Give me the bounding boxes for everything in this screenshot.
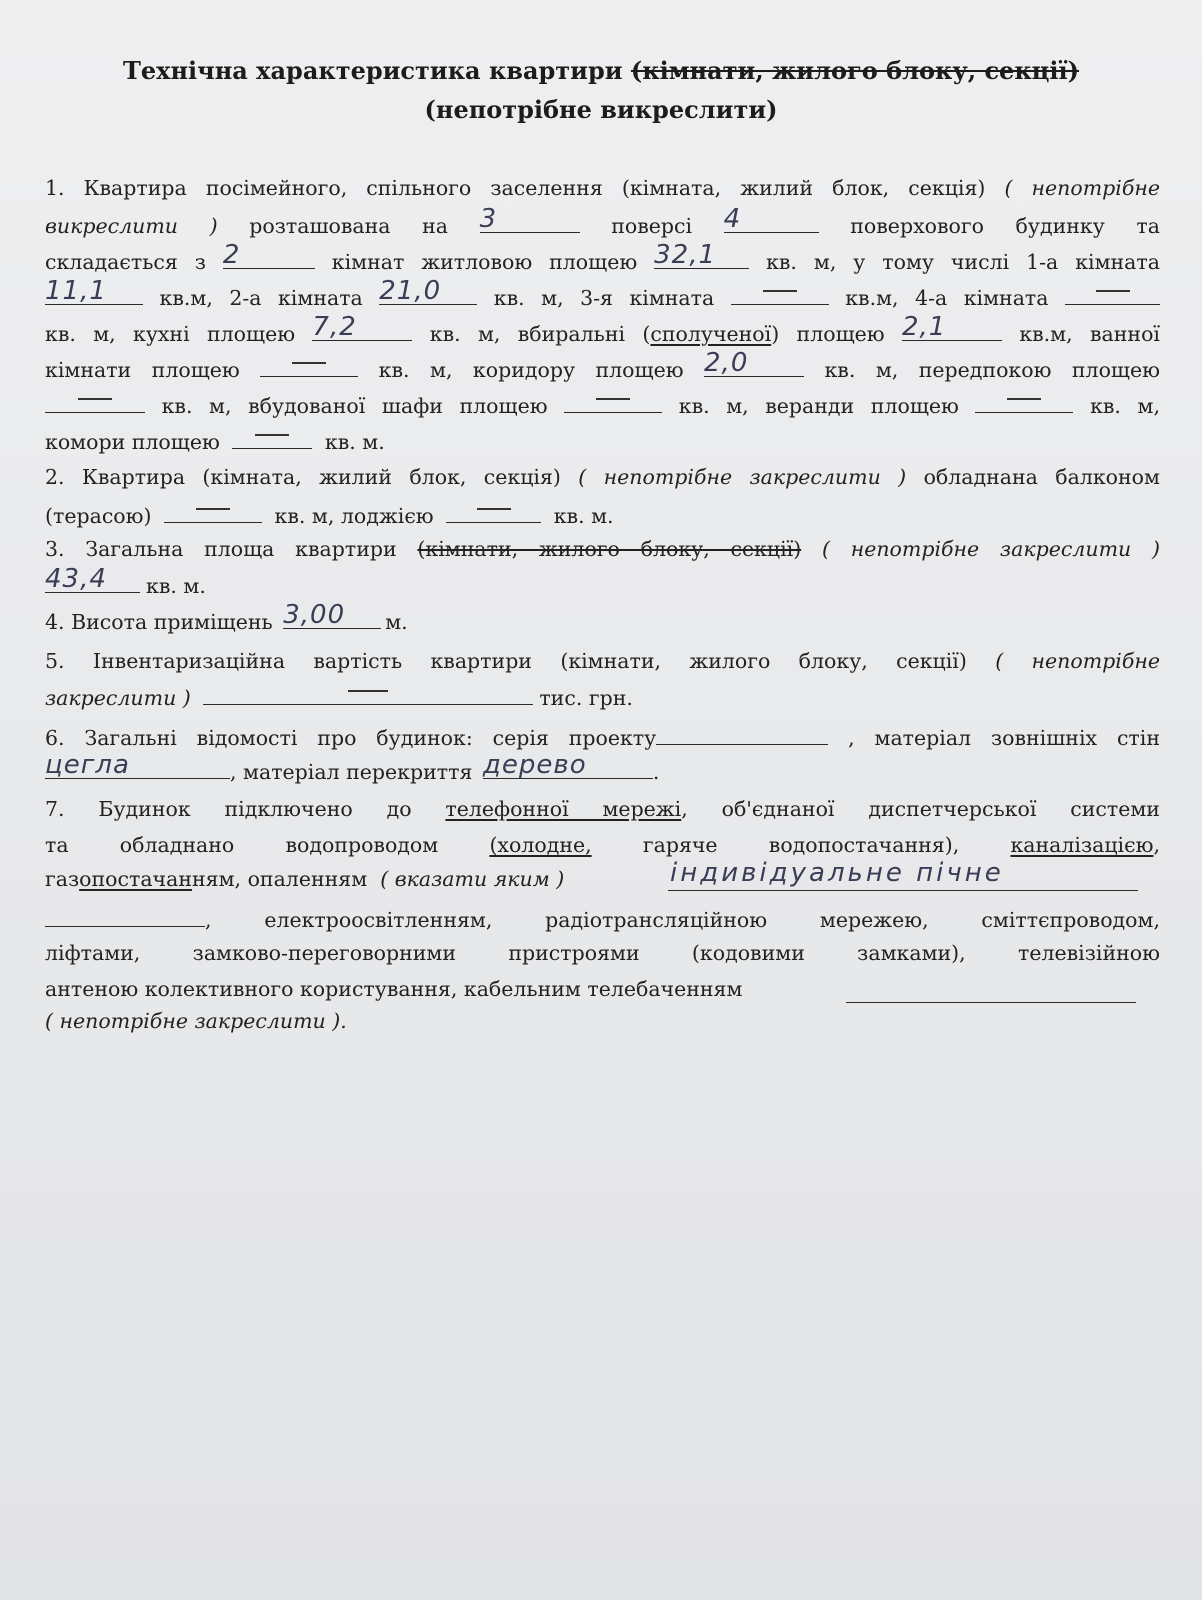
p6-line-2 xyxy=(45,750,1160,784)
toilet-type-underlined: сполученої xyxy=(650,322,772,346)
p7-text: , електроосвітленням, радіотрансляційною мережею, сміттєпроводом, xyxy=(205,908,1160,932)
gas-supply-underlined: опостачан xyxy=(79,867,192,891)
p7-text: антеною колективного користування, кабельним телебаченням xyxy=(45,977,743,1001)
p1-text: розташована на xyxy=(249,214,448,238)
corridor-field[interactable] xyxy=(704,348,804,378)
p3-note: ( непотрібне закреслити ) xyxy=(821,537,1160,561)
room3-dash xyxy=(763,290,797,292)
p1-note: ( непотрібне xyxy=(1004,176,1160,200)
balcony-dash xyxy=(196,508,230,510)
p7-line-4 xyxy=(45,904,1160,930)
veranda-dash xyxy=(1007,398,1041,400)
room1-field[interactable] xyxy=(45,276,143,306)
p7-text: та обладнано водопроводом xyxy=(45,833,439,857)
p7-line-2 xyxy=(45,832,1160,858)
floor-field[interactable] xyxy=(479,204,580,234)
p3-line-2 xyxy=(45,564,1160,598)
p7-line-5: ліфтами, замково-переговорними пристроями (кодовими замками), телевізійною xyxy=(45,941,1160,965)
kitchen-value: 7,2 xyxy=(312,312,357,342)
storage-dash xyxy=(255,434,289,436)
p1-text: кв. м, веранди площею xyxy=(678,394,959,418)
p4-line xyxy=(45,600,1160,634)
bathroom-field[interactable] xyxy=(260,354,358,377)
wall-material-field[interactable] xyxy=(45,750,230,780)
p5-line-1 xyxy=(45,648,1160,674)
sewerage-underlined: каналізацією xyxy=(1010,833,1154,857)
p1-text: кв. м, вбудованої шафи площею xyxy=(161,394,548,418)
p7-text: 7. Будинок підключено до xyxy=(45,797,412,821)
telephone-network-underlined: телефонної мережі xyxy=(445,797,682,821)
inventory-value-dash xyxy=(348,690,388,692)
ceiling-material-field[interactable] xyxy=(482,750,653,780)
loggia-field[interactable] xyxy=(446,500,541,523)
heating-continuation-field[interactable] xyxy=(45,904,205,927)
p5-note-2: закреслити ) xyxy=(45,686,191,710)
p7-note: ( вказати яким ) xyxy=(380,867,565,891)
p1-line-8 xyxy=(45,426,1160,452)
p6-text: 6. Загальні відомості про будинок: серія проекту xyxy=(45,726,657,750)
p2-text: 2. Квартира (кімната, жилий блок, секція) xyxy=(45,465,561,489)
wardrobe-dash xyxy=(596,398,630,400)
p1-line-2 xyxy=(45,204,1160,238)
p1-text: кв.м, 4-а кімната xyxy=(845,286,1049,310)
room3-field[interactable] xyxy=(731,282,829,305)
floors-field[interactable] xyxy=(723,204,819,234)
p1-line-1 xyxy=(45,175,1160,201)
p1-text: кв. м, кухні площею xyxy=(45,322,296,346)
p1-text: 1. Квартира посімейного, спільного заселення (кімната, жилий блок, секція) xyxy=(45,176,986,200)
room4-field[interactable] xyxy=(1065,282,1160,305)
floor-value: 3 xyxy=(479,204,498,234)
p6-line-1 xyxy=(45,722,1160,748)
title-text: Технічна характеристика квартири xyxy=(123,56,623,85)
p7-text: ням, опаленням xyxy=(192,867,368,891)
p7-text: , об'єднаної диспетчерської системи xyxy=(681,797,1160,821)
document-title xyxy=(0,56,1202,85)
corridor-value: 2,0 xyxy=(704,348,749,378)
p1-text: кв. м, передпокою площею xyxy=(824,358,1160,382)
wardrobe-field[interactable] xyxy=(564,390,662,413)
p2-text: кв. м, лоджією xyxy=(274,504,434,528)
floors-value: 4 xyxy=(723,204,742,234)
p1-text: поверхового будинку та xyxy=(850,214,1160,238)
toilet-value: 2,1 xyxy=(901,312,947,342)
p2-line-1 xyxy=(45,464,1160,490)
p1-text: комори площею xyxy=(45,430,220,454)
hallway-dash xyxy=(78,398,112,400)
cold-water-underlined: (холодне, xyxy=(489,833,592,857)
bathroom-dash xyxy=(292,362,326,364)
p1-text: кімнати площею xyxy=(45,358,240,382)
p7-line-7: ( непотрібне закреслити ). xyxy=(45,1009,347,1033)
toilet-field[interactable] xyxy=(901,312,1002,342)
p1-line-7 xyxy=(45,390,1160,416)
living-area-value: 32,1 xyxy=(654,240,717,270)
p4-text: 4. Висота приміщень xyxy=(45,610,273,634)
p6-text: , матеріал зовнішніх стін xyxy=(848,726,1160,750)
p3-text: 3. Загальна площа квартири xyxy=(45,537,397,561)
p1-text: кв. м, коридору площею xyxy=(378,358,684,382)
wall-material-value: цегла xyxy=(45,750,130,780)
p1-text: кв. м, вбиральні ( xyxy=(429,322,651,346)
total-area-field[interactable] xyxy=(45,564,140,594)
title-struck-text: (кімнати, жилого блоку, секції) xyxy=(630,56,1079,85)
p2-text: обладнана балконом xyxy=(923,465,1160,489)
p1-text: кв. м, у тому числі 1-а кімната xyxy=(766,250,1160,274)
p3-line-1 xyxy=(45,536,1160,562)
room1-value: 11,1 xyxy=(45,276,107,306)
p3-struck-text: (кімнати, жилого блоку, секції) xyxy=(417,537,802,561)
cable-tv-field[interactable] xyxy=(846,1002,1136,1003)
p4-text: м. xyxy=(385,610,408,634)
p2-text: (терасою) xyxy=(45,504,152,528)
p5-note: ( непотрібне xyxy=(995,649,1160,673)
p1-line-3 xyxy=(45,240,1160,274)
inventory-value-field[interactable] xyxy=(203,682,533,705)
p2-text: кв. м. xyxy=(553,504,614,528)
p7-text: гаряче водопостачання), xyxy=(642,833,960,857)
p5-line-2 xyxy=(45,682,1160,708)
heating-field-line[interactable] xyxy=(668,890,1138,891)
p1-text: кв. м, 3-я кімната xyxy=(493,286,715,310)
p6-text: , матеріал перекриття xyxy=(230,760,473,784)
rooms-value: 2 xyxy=(222,240,241,270)
p3-text: кв. м. xyxy=(146,574,206,598)
kitchen-field[interactable] xyxy=(312,312,412,342)
p1-text: складається з xyxy=(45,250,206,274)
p1-text: поверсі xyxy=(611,214,693,238)
p5-text: 5. Інвентаризаційна вартість квартири (кімнати, жилого блоку, секції) xyxy=(45,649,967,673)
p1-line-4 xyxy=(45,276,1160,310)
p1-text: ) площею xyxy=(771,322,885,346)
p1-text: кв. м, xyxy=(1090,394,1160,418)
room2-field[interactable] xyxy=(379,276,477,306)
p6-text: . xyxy=(652,760,660,784)
p7-text: , xyxy=(1153,833,1160,857)
p7-text: газ xyxy=(45,867,80,891)
p2-note: ( непотрібне закреслити ) xyxy=(578,465,907,489)
height-field[interactable] xyxy=(283,600,381,630)
loggia-dash xyxy=(477,508,511,510)
p1-note-2: викреслити ) xyxy=(45,214,218,238)
p1-text: кв. м. xyxy=(324,430,385,454)
height-value: 3,00 xyxy=(283,600,346,630)
document-subtitle: (непотрібне викреслити) xyxy=(424,95,778,124)
p7-line-6 xyxy=(45,976,1160,1002)
p2-line-2 xyxy=(45,500,1160,526)
heating-value: індивідуальне пічне xyxy=(670,858,1004,888)
total-area-value: 43,4 xyxy=(45,564,107,594)
living-area-field[interactable] xyxy=(654,240,749,270)
p7-line-1 xyxy=(45,796,1160,822)
storage-field[interactable] xyxy=(232,426,312,449)
p1-line-6 xyxy=(45,348,1160,382)
room2-value: 21,0 xyxy=(379,276,442,306)
p1-text: кв.м, ванної xyxy=(1019,322,1160,346)
room4-dash xyxy=(1096,290,1130,292)
p1-text: кімнат житловою площею xyxy=(331,250,638,274)
p1-text: кв.м, 2-а кімната xyxy=(159,286,363,310)
hallway-field[interactable] xyxy=(45,390,145,413)
project-series-field[interactable] xyxy=(656,722,828,745)
p1-line-5 xyxy=(45,312,1160,346)
p5-text: тис. грн. xyxy=(539,686,633,710)
veranda-field[interactable] xyxy=(975,390,1073,413)
rooms-field[interactable] xyxy=(222,240,315,270)
balcony-field[interactable] xyxy=(164,500,262,523)
ceiling-material-value: дерево xyxy=(482,750,587,780)
